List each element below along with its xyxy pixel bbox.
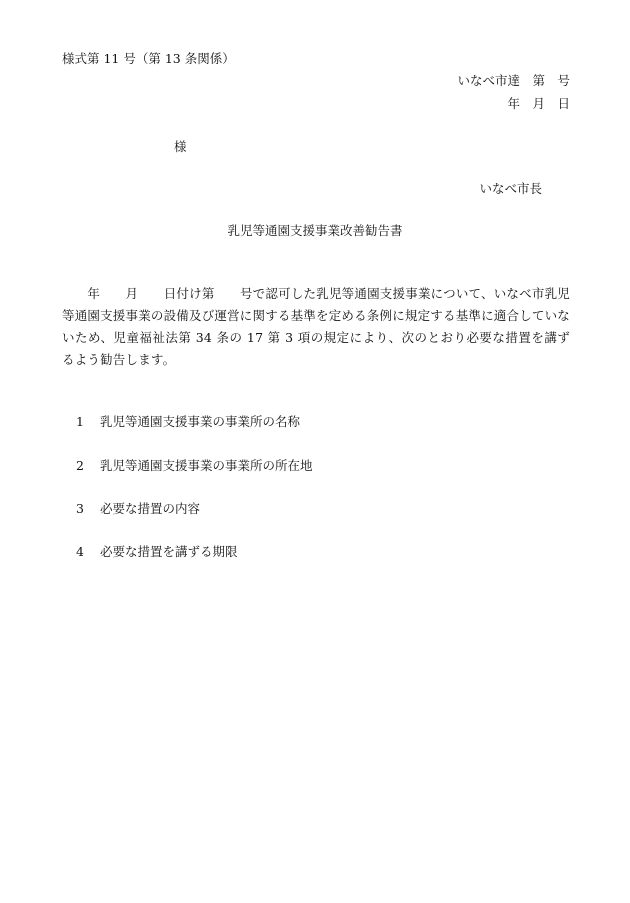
list-item-text: 必要な措置の内容 [100, 501, 201, 516]
body-paragraph: 年 月 日付け第 号で認可した乳児等通園支援事業について、いなべ市乳児等通園支援事業の設備及び運営に関する基準を定める条例に規定する基準に適合していないため、児童福祉法第 34 条の 17 第 3 項の規定により、次のとおり必要な措置を講ずるよう勧告します。 [62, 286, 571, 367]
document-date: 年 月 日 [507, 96, 570, 111]
list-item [76, 456, 313, 474]
list-item-number: 1 [76, 414, 84, 429]
document-title: 乳児等通園支援事業改善勧告書 [227, 223, 403, 238]
list-item-number: 3 [76, 501, 84, 516]
list-item-number: 4 [76, 544, 84, 559]
list-item [76, 412, 300, 430]
list-item-text: 乳児等通園支援事業の事業所の所在地 [100, 458, 313, 473]
list-item-text: 乳児等通園支援事業の事業所の名称 [100, 414, 301, 429]
list-item [76, 542, 238, 560]
form-number: 様式第 11 号（第 13 条関係） [62, 51, 235, 66]
document-number: いなべ市達 第 号 [457, 73, 570, 88]
list-item [76, 499, 200, 517]
recipient-honorific: 様 [174, 139, 187, 154]
list-item-text: 必要な措置を講ずる期限 [100, 544, 238, 559]
list-item-number: 2 [76, 458, 84, 473]
issuer-name: いなべ市長 [479, 181, 542, 196]
